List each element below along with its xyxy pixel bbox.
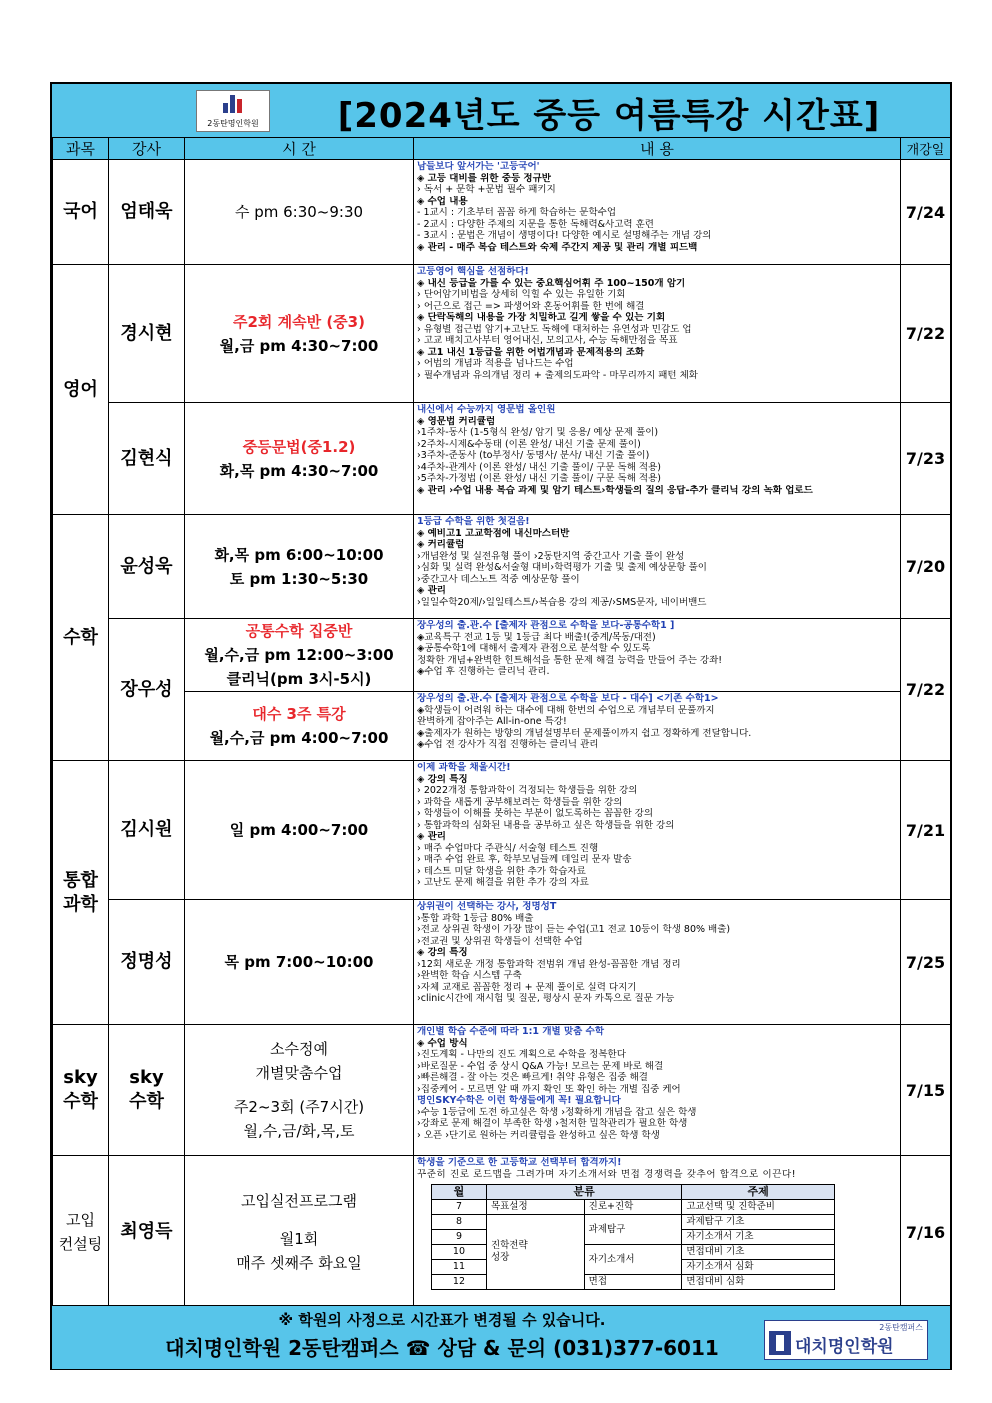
consult-topic: 과제탐구 기초 <box>682 1215 835 1230</box>
content-line: ◈ 수업 내용 <box>417 195 468 207</box>
academy-logo <box>196 90 270 132</box>
teacher-name: sky 수학 <box>109 1025 185 1156</box>
start-date: 7/22 <box>901 619 951 761</box>
content-line: › 어법의 개념과 적용을 넘나드는 수업 <box>417 358 574 369</box>
content-line: ◈ 강의 특징 <box>417 947 468 958</box>
content-line: ›전교권 및 상위권 학생들이 선택한 수업 <box>417 935 583 947</box>
consult-header-row <box>432 1185 835 1200</box>
table-row <box>53 403 951 515</box>
content-line: ›전교 상위권 학생이 가장 많이 듣는 수업(고1 전교 10등이 학생 80% 배출) <box>417 924 731 935</box>
content-line: › 과학을 새롭게 공부해보려는 학생들을 위한 강의 <box>417 796 623 808</box>
content-line: 1등급 수학을 위한 첫걸음! <box>417 516 530 527</box>
start-date: 7/16 <box>901 1156 951 1309</box>
content-line: ◈ 영문법 커리큘럼 <box>417 415 496 427</box>
content-line: › 매주 수업 완료 후, 학부모님들께 데일리 문자 발송 <box>417 854 632 865</box>
content-line: 고등영어 핵심을 선점하다! <box>417 266 529 277</box>
class-title: 대수 3주 특강 <box>252 705 346 723</box>
content-line: 개인별 학습 수준에 따라 1:1 개별 맞춤 수학 <box>417 1026 605 1037</box>
class-content <box>414 692 901 761</box>
logo-name: 대치명인학원 <box>795 1337 894 1357</box>
consult-row <box>432 1200 835 1215</box>
time-line: 화,목 pm 6:00~10:00 <box>214 545 384 564</box>
class-time <box>185 761 414 900</box>
table-row <box>53 761 951 900</box>
content-line: 상위권이 선택하는 강사, 정명성T <box>417 901 557 912</box>
consult-intro: 학생을 기준으로 한 고등학교 선택부터 합격까지! <box>417 1157 622 1168</box>
class-time <box>185 403 414 515</box>
class-time <box>185 619 414 692</box>
content-line: › 고교 배치고사부터 영어내신, 모의고사, 수능 독해만점을 목표 <box>417 335 678 346</box>
content-line: ◈ 관리 <box>417 831 446 842</box>
content-line: ◈ 수업 방식 <box>417 1037 468 1049</box>
time-line: 목 pm 7:00~10:00 <box>224 953 374 971</box>
time-line: 매주 셋째주 화요일 <box>236 1254 362 1272</box>
consult-col-month: 월 <box>432 1185 487 1200</box>
consult-row <box>432 1215 835 1230</box>
time-line: 화,목 pm 4:30~7:00 <box>219 461 379 480</box>
col-content: 내 용 <box>414 138 901 160</box>
time-spacer <box>185 1213 413 1227</box>
content-line: ◈ 관리 ›수업 내용 복습 과제 및 암기 테스트›학생들의 질의 응답-추가 클리닉 강의 녹화 업로드 <box>417 484 813 496</box>
consult-subcategory: 진로+진학 <box>584 1200 682 1215</box>
consult-topic: 자기소개서 기초 <box>682 1230 835 1245</box>
class-content <box>414 265 901 403</box>
time-line: 월,수,금 pm 4:00~7:00 <box>209 729 389 747</box>
content-line: 장우성의 출.관.수 [출제자 관점으로 수학을 보다-공통수학1 ] <box>417 620 675 631</box>
teacher-name: 경시현 <box>109 265 185 403</box>
time-line: 수 pm 6:30~9:30 <box>234 203 364 221</box>
building-icon <box>221 95 245 113</box>
schedule-table <box>52 137 951 1309</box>
consult-category: 진학전략 성장 <box>486 1215 584 1290</box>
content-line: ◈ 강의 특징 <box>417 773 468 785</box>
class-content <box>414 515 901 619</box>
content-line: ◈학생들이 어려워 하는 대수에 대해 한번의 수업으로 개념부터 문풀까지 <box>417 704 715 716</box>
content-line: - 1교시 : 기초부터 꼼꼼 하게 학습하는 문학수업 <box>417 207 616 218</box>
subject-math: 수학 <box>53 515 109 761</box>
class-time <box>185 160 414 265</box>
class-title: 중등문법(중1.2) <box>242 437 356 456</box>
page-title: [2024년도 중등 여름특강 시간표] <box>337 96 881 136</box>
time-line: 월1회 <box>279 1230 319 1248</box>
content-line: ◈ 고등 대비를 위한 중등 정규반 <box>417 172 551 184</box>
content-line: 장우성의 출.관.수 [출제자 관점으로 수학을 보다 - 대수] <기존 수학1> <box>417 693 719 704</box>
content-line: 남들보다 앞서가는 '고등국어' <box>417 161 540 172</box>
content-line: ›바로질문 - 수업 중 상시 Q&A 가능! 모르는 문제 바로 해결 <box>417 1060 664 1072</box>
col-teacher: 강사 <box>109 138 185 160</box>
time-line: 월,수,금/화,목,토 <box>243 1122 355 1140</box>
content-line: ›개념완성 및 실전유형 풀이 ›2동탄지역 중간고사 기출 풀이 완성 <box>417 550 685 562</box>
subject-korean: 국어 <box>53 160 109 265</box>
content-line: ›자체 교재로 꼼꼼한 정리 + 문제 풀이로 실력 다지기 <box>417 981 637 993</box>
time-line: 토 pm 1:30~5:30 <box>229 569 369 588</box>
content-line: › 매주 수업마다 주관식/ 서술형 테스트 진행 <box>417 842 599 854</box>
class-content <box>414 900 901 1025</box>
header-row <box>53 138 951 160</box>
class-time <box>185 900 414 1025</box>
content-line: ›중간고사 데스노트 적중 예상문항 풀이 <box>417 573 580 585</box>
content-line: › 2022개정 통합과학이 걱정되는 학생들을 위한 강의 <box>417 785 638 796</box>
consult-subcategory: 과제탐구 <box>584 1215 682 1245</box>
teacher-name: 김현식 <box>109 403 185 515</box>
content-line: ◈ 예비고1 고교학점에 내신마스터반 <box>417 527 570 539</box>
class-title: 공통수학 집중반 <box>245 622 353 640</box>
content-line: ›clinic시간에 재시험 및 질문, 평상시 문자 카톡으로 질문 가능 <box>417 993 675 1004</box>
schedule-change-notice: ※ 학원의 사정으로 시간표가 변경될 수 있습니다. <box>278 1311 606 1329</box>
content-line: › 어근으로 접근 => 파생어와 혼동어휘를 한 번에 해결 <box>417 300 645 312</box>
teacher-name: 장우성 <box>109 619 185 761</box>
table-row <box>53 692 951 761</box>
time-line: 월,수,금 pm 12:00~3:00 <box>204 646 394 664</box>
class-content <box>414 1156 901 1309</box>
teacher-name: 정명성 <box>109 900 185 1025</box>
time-line: 주2~3회 (주7시간) <box>233 1098 365 1116</box>
class-content <box>414 761 901 900</box>
content-line: ◈ 커리큘럼 <box>417 539 465 550</box>
class-content <box>414 403 901 515</box>
start-date: 7/15 <box>901 1025 951 1156</box>
teacher-name: 윤성욱 <box>109 515 185 619</box>
time-line: 개별맞춤수업 <box>255 1064 343 1082</box>
content-line: › 오픈 ›단기로 원하는 커리큘럼을 완성하고 싶은 학생 학생 <box>417 1129 660 1141</box>
content-line: › 독서 + 문학 +문법 필수 패키지 <box>417 184 556 195</box>
consult-topic: 면접대비 심화 <box>682 1275 835 1290</box>
consult-topic: 고교선택 및 진학준비 <box>682 1200 835 1215</box>
content-line: ◈ 관리 <box>417 585 446 596</box>
time-line: 월,금 pm 4:30~7:00 <box>219 336 379 355</box>
class-content <box>414 619 901 692</box>
consult-col-category: 분류 <box>486 1185 681 1200</box>
content-line: ›완벽한 학습 시스템 구축 <box>417 970 522 981</box>
class-time <box>185 515 414 619</box>
consult-topic: 면접대비 기초 <box>682 1245 835 1260</box>
col-time: 시 간 <box>185 138 414 160</box>
teacher-name: 최영득 <box>109 1156 185 1309</box>
content-line: 명인SKY수학은 이런 학생들에게 꼭! 필요합니다 <box>417 1095 621 1106</box>
logo-text: 2동탄명인학원 <box>207 119 259 128</box>
content-line: 완벽하게 잡아주는 All-in-one 특강! <box>417 716 567 727</box>
content-line: ◈교육특구 전교 1등 및 1등급 최다 배출!(중계/목동/대전) <box>417 631 656 643</box>
start-date: 7/23 <box>901 403 951 515</box>
start-date: 7/22 <box>901 265 951 403</box>
content-line: 이제 과학을 채울시간! <box>417 762 511 773</box>
time-spacer <box>185 1085 413 1095</box>
class-content <box>414 160 901 265</box>
class-content <box>414 1025 901 1156</box>
table-row <box>53 900 951 1025</box>
table-row <box>53 1156 951 1309</box>
content-line: ›3주차-준동사 (to부정사/ 동명사/ 분사/ 내신 기출 풀이) <box>417 450 650 461</box>
content-line: ›5주차-가정법 (이론 완성/ 내신 기출 풀이/ 구문 독해 적용) <box>417 473 661 484</box>
content-line: ›진도계획 - 나만의 진도 계획으로 수학을 정복한다 <box>417 1049 626 1060</box>
content-line: ›수능 1등급에 도전 하고싶은 학생 ›정확하게 개념을 잡고 싶은 학생 <box>417 1106 697 1118</box>
consult-subcategory: 자기소개서 <box>584 1245 682 1275</box>
teacher-name: 김시원 <box>109 761 185 900</box>
class-time <box>185 1025 414 1156</box>
content-line: 내신에서 수능까지 영문법 올인원 <box>417 404 556 415</box>
table-row <box>53 515 951 619</box>
content-line: ◈ 관리 - 매주 복습 테스트와 숙제 주간지 제공 및 관리 개별 피드백 <box>417 241 698 253</box>
consult-intro-2: 꾸준히 진로 로드맵을 그려가며 자기소개서와 면접 경쟁력을 갖추어 합격으로 이끈다! <box>417 1168 797 1180</box>
content-line: ›통합 과학 1등급 80% 배출 <box>417 912 534 924</box>
title-banner <box>52 84 950 138</box>
consult-month: 12 <box>432 1275 487 1290</box>
content-line: › 테스트 미달 학생을 위한 추가 학습자료 <box>417 865 586 877</box>
consult-subcategory: 면접 <box>584 1275 682 1290</box>
content-line: ›4주차-관계사 (이론 완성/ 내신 기출 풀이/ 구문 독해 적용) <box>417 461 661 473</box>
consult-month: 7 <box>432 1200 487 1215</box>
footer-banner <box>52 1305 950 1369</box>
content-line: ◈출제자가 원하는 방향의 개념설명부터 문제풀이까지 쉽고 정확하게 전달합니다. <box>417 727 752 739</box>
content-line: › 고난도 문제 해결을 위한 추가 강의 자료 <box>417 877 589 888</box>
timetable-sheet <box>50 82 952 1370</box>
consult-month: 9 <box>432 1230 487 1245</box>
start-date: 7/20 <box>901 515 951 619</box>
col-subject: 과목 <box>53 138 109 160</box>
content-line: ◈ 고1 내신 1등급을 위한 어법개념과 문제적용의 조화 <box>417 346 645 358</box>
content-line: › 통합과학의 심화된 내용을 공부하고 싶은 학생들을 위한 강의 <box>417 819 675 831</box>
content-line: ›심화 및 실력 완성&서술형 대비›학력평가 기출 및 출제 예상문항 풀이 <box>417 562 707 573</box>
subject-consulting: 고입 컨설팅 <box>53 1156 109 1309</box>
content-line: ›강좌로 문제 해결이 부족한 학생 ›철저한 밀착관리가 필요한 학생 <box>417 1118 688 1129</box>
subject-english: 영어 <box>53 265 109 515</box>
content-line: › 필수개념과 유의개념 정리 + 출제의도파악 - 마무리까지 패턴 체화 <box>417 369 698 381</box>
consult-topic: 자기소개서 심화 <box>682 1260 835 1275</box>
content-line: ›1주차-동사 (1-5형식 완성/ 암기 및 응용/ 예상 문제 풀이) <box>417 427 659 438</box>
content-line: - 3교시 : 문법은 개념이 생명이다! 다양한 예시로 설명해주는 개념 강의 <box>417 230 712 241</box>
consult-month: 11 <box>432 1260 487 1275</box>
academy-logo-footer <box>764 1320 928 1360</box>
class-time <box>185 265 414 403</box>
teacher-name: 엄태욱 <box>109 160 185 265</box>
content-line: ›집중케어 - 모르면 알 때 까지 확인 또 확인 하는 개별 집중 케어 <box>417 1083 681 1095</box>
content-line: › 학생들이 이해를 못하는 부분이 없도록하는 꼼꼼한 강의 <box>417 808 654 819</box>
content-line: › 단어암기비법을 상세히 익힐 수 있는 유일한 기회 <box>417 289 626 300</box>
content-line: ›2주차-시제&수동태 (이론 완성/ 내신 기출 문제 풀이) <box>417 438 641 450</box>
class-time <box>185 1156 414 1309</box>
time-line: 일 pm 4:00~7:00 <box>229 821 369 839</box>
content-line: ◈ 내신 등급을 가를 수 있는 중요핵심어휘 주 100~150개 암기 <box>417 277 686 289</box>
consult-col-topic: 주제 <box>682 1185 835 1200</box>
time-line: 소수정예 <box>270 1040 328 1058</box>
content-line: 정확한 개념+완벽한 힌트해석을 통한 문제 해결 능력을 만들어 주는 강좌! <box>417 654 723 666</box>
subject-sky-math: sky 수학 <box>53 1025 109 1156</box>
table-row <box>53 265 951 403</box>
content-line: ›빠른해결 - 잘 아는 것은 빠르게! 취약 유형은 집중 해결 <box>417 1072 648 1083</box>
table-row <box>53 160 951 265</box>
consulting-schedule-table <box>431 1184 835 1290</box>
consult-month: 10 <box>432 1245 487 1260</box>
class-time <box>185 692 414 761</box>
col-start-date: 개강일 <box>901 138 951 160</box>
logo-campus: 2동탄캠퍼스 <box>879 1323 923 1332</box>
start-date: 7/21 <box>901 761 951 900</box>
time-line: 클리닉(pm 3시-5시) <box>226 670 372 688</box>
logo-icon <box>769 1331 791 1355</box>
content-line: ›일일수학20제/›일일테스트/›복습용 강의 제공/›SMS문자, 네이버밴드 <box>417 596 707 608</box>
subject-science: 통합 과학 <box>53 761 109 1025</box>
table-row <box>53 619 951 692</box>
class-title: 주2회 계속반 (중3) <box>233 312 365 331</box>
content-line: › 유형별 접근법 암기+고난도 독해에 대처하는 유연성과 민감도 업 <box>417 323 692 335</box>
content-line: ›12회 새로운 개정 통합과학 전범위 개념 완성-꼼꼼한 개념 정리 <box>417 958 681 970</box>
consult-category: 목표설정 <box>486 1200 584 1215</box>
time-line: 고입실전프로그램 <box>241 1192 357 1210</box>
content-line: ◈공통수학1에 대해서 출제자 관점으로 분석할 수 있도록 <box>417 643 651 654</box>
content-line: ◈수업 후 진행하는 클리닉 관리. <box>417 666 550 677</box>
start-date: 7/25 <box>901 900 951 1025</box>
content-line: ◈수업 전 강사가 직접 진행하는 클리닉 관리 <box>417 739 599 750</box>
content-line: ◈ 단락독해의 내용을 가장 치밀하고 길게 쌓을 수 있는 기회 <box>417 312 666 323</box>
consult-month: 8 <box>432 1215 487 1230</box>
start-date: 7/24 <box>901 160 951 265</box>
table-row <box>53 1025 951 1156</box>
contact-line: 대치명인학원 2동탄캠퍼스 ☎ 상담 & 문의 (031)377-6011 <box>165 1336 719 1360</box>
content-line: - 2교시 : 다양한 주제의 지문을 통한 독해력&사고력 훈련 <box>417 218 654 230</box>
